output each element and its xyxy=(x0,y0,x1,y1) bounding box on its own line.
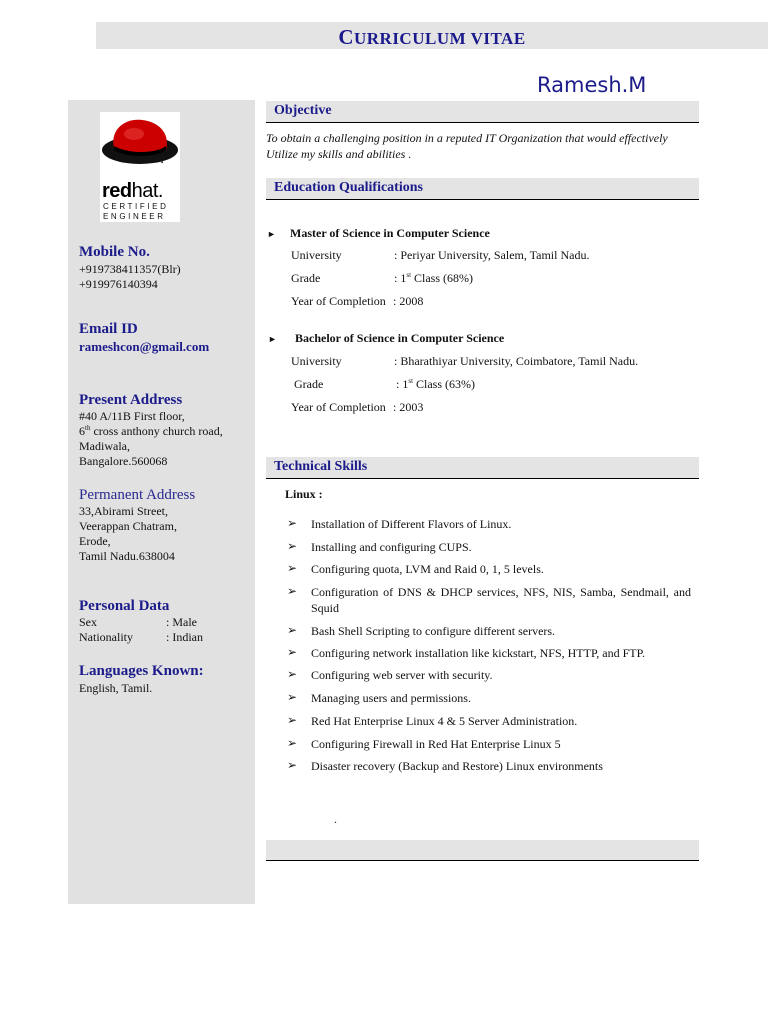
skill-item: Configuration of DNS & DHCP services, NFS, NIS, Samba, Sendmail, and Squid xyxy=(311,585,691,615)
personal-data-heading: Personal Data xyxy=(79,598,170,614)
objective-heading: Objective xyxy=(274,103,332,118)
permanent-address-line: Tamil Nadu.638004 xyxy=(79,549,175,563)
personal-data-key: Sex xyxy=(79,615,97,629)
permanent-address-heading: Permanent Address xyxy=(79,487,196,503)
title-bar xyxy=(96,22,768,49)
arrow-bullet-icon: ➢ xyxy=(287,645,298,659)
skill-item: Red Hat Enterprise Linux 4 & 5 Server Administration. xyxy=(311,714,578,728)
email-value[interactable]: rameshcon@gmail.com xyxy=(79,339,210,354)
edu-label: Year of Completion xyxy=(291,294,386,308)
permanent-address-line: Erode, xyxy=(79,534,111,548)
edu-label: University xyxy=(291,248,342,262)
edu-label: Year of Completion xyxy=(291,400,386,414)
arrow-bullet-icon: ► xyxy=(268,334,277,344)
edu-value: : Bharathiyar University, Coimbatore, Tamil Nadu. xyxy=(394,354,639,368)
education-heading: Education Qualifications xyxy=(274,180,423,195)
redhat-wordmark: redhat. xyxy=(102,180,163,202)
arrow-bullet-icon: ➢ xyxy=(287,667,298,681)
edu-label: University xyxy=(291,354,342,368)
languages-heading: Languages Known: xyxy=(79,663,204,679)
languages-value: English, Tamil. xyxy=(79,681,153,695)
skill-item: Configuring network installation like kickstart, NFS, HTTP, and FTP. xyxy=(311,646,645,660)
personal-data-value: : Male xyxy=(166,615,197,629)
edu-value: : 2008 xyxy=(393,294,424,308)
arrow-bullet-icon: ➢ xyxy=(287,758,298,772)
document-title: CURRICULUM VITAE xyxy=(338,25,526,49)
edu-value: : 1st Class (68%) xyxy=(394,271,474,285)
personal-data-value: : Indian xyxy=(166,630,203,644)
certified-engineer-text: CERTIFIED ENGINEER xyxy=(103,202,169,221)
skill-item: Disaster recovery (Backup and Restore) Linux environments xyxy=(311,759,603,773)
arrow-bullet-icon: ➢ xyxy=(287,736,298,750)
arrow-bullet-icon: ➢ xyxy=(287,584,298,598)
present-address-line: 6th cross anthony church road, xyxy=(79,424,223,438)
arrow-bullet-icon: ➢ xyxy=(287,561,298,575)
mobile-number-2: +919976140394 xyxy=(79,277,158,291)
objective-section-bar xyxy=(266,101,699,123)
skill-item: Configuring Firewall in Red Hat Enterprise Linux 5 xyxy=(311,737,561,751)
email-heading: Email ID xyxy=(79,321,138,337)
candidate-name: Ramesh.M xyxy=(537,73,647,97)
redhat-logo xyxy=(100,112,180,222)
arrow-bullet-icon: ➢ xyxy=(287,539,298,553)
edu-value: : 2003 xyxy=(393,400,424,414)
permanent-address-line: 33,Abirami Street, xyxy=(79,504,168,518)
education-section-bar xyxy=(266,178,699,200)
edu-label: Grade xyxy=(291,271,321,285)
red-fedora-icon xyxy=(100,112,180,180)
skills-heading: Technical Skills xyxy=(274,459,368,474)
degree-title: Bachelor of Science in Computer Science xyxy=(295,331,505,345)
arrow-bullet-icon: ➢ xyxy=(287,623,298,637)
skills-category: Linux : xyxy=(285,487,323,501)
skill-item: Bash Shell Scripting to configure different servers. xyxy=(311,624,556,638)
present-address-line: Bangalore.560068 xyxy=(79,454,168,468)
objective-text: To obtain a challenging position in a reputed IT Organization that would effectively Utilize my skills and abilities . xyxy=(266,131,668,161)
personal-data-key: Nationality xyxy=(79,630,133,644)
skills-section-bar xyxy=(266,457,699,479)
skill-item: Installing and configuring CUPS. xyxy=(311,540,472,554)
permanent-address-line: Veerappan Chatram, xyxy=(79,519,177,533)
arrow-bullet-icon: ➢ xyxy=(287,516,298,530)
present-address-line: #40 A/11B First floor, xyxy=(79,409,185,423)
edu-value: : 1st Class (63%) xyxy=(396,377,476,391)
skill-item: Managing users and permissions. xyxy=(311,691,471,705)
present-address-heading: Present Address xyxy=(79,392,183,408)
trailing-dot: . xyxy=(334,812,337,826)
skill-item: Configuring quota, LVM and Raid 0, 1, 5 levels. xyxy=(311,562,544,576)
present-address-line: Madiwala, xyxy=(79,439,130,453)
mobile-number-1: +919738411357(Blr) xyxy=(79,262,181,276)
arrow-bullet-icon: ➢ xyxy=(287,713,298,727)
edu-label: Grade xyxy=(294,377,324,391)
edu-value: : Periyar University, Salem, Tamil Nadu. xyxy=(394,248,590,262)
arrow-bullet-icon: ➢ xyxy=(287,690,298,704)
skill-item: Installation of Different Flavors of Linux. xyxy=(311,517,512,531)
arrow-bullet-icon: ► xyxy=(267,229,276,239)
degree-title: Master of Science in Computer Science xyxy=(290,226,490,240)
skill-item: Configuring web server with security. xyxy=(311,668,493,682)
footer-section-bar xyxy=(266,840,699,861)
mobile-heading: Mobile No. xyxy=(79,244,150,260)
